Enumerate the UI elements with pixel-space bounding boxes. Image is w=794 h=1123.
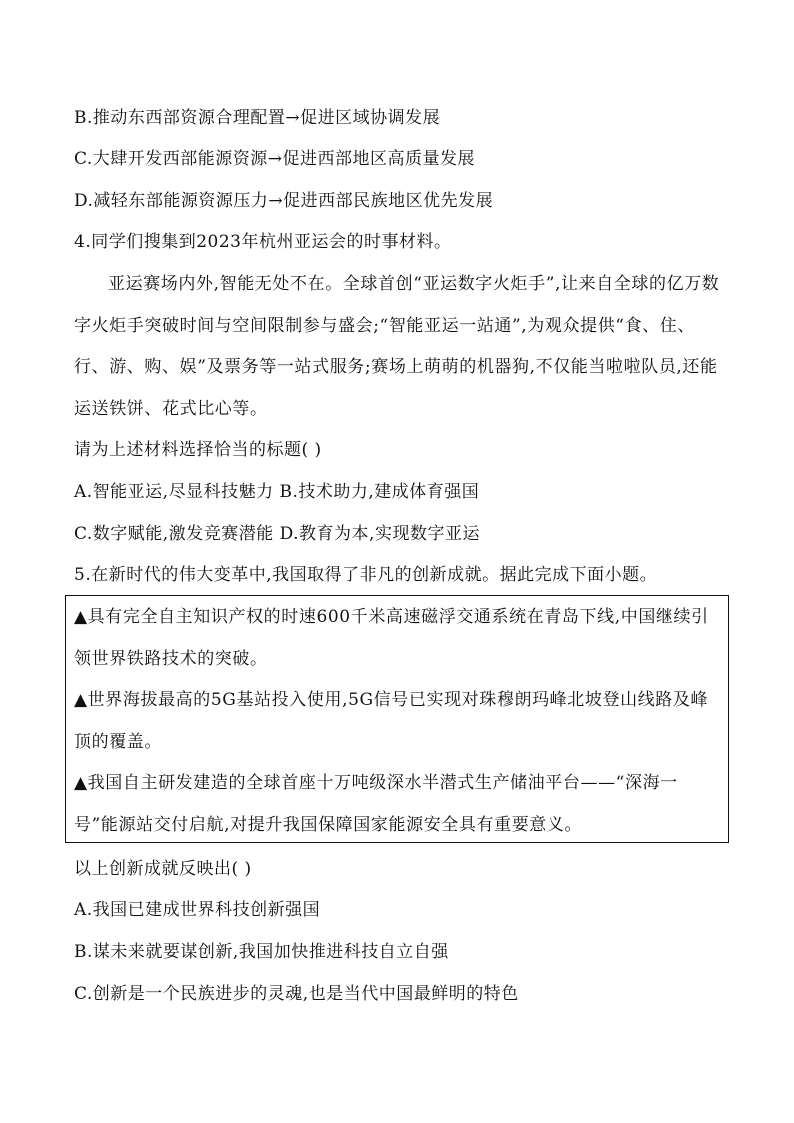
- q5-box-item-maglev: ▲具有完全自主知识产权的时速600千米高速磁浮交通系统在青岛下线,中国继续引领世界铁路技术的突破。: [74, 607, 709, 669]
- q5-question: 以上创新成就反映出( ): [74, 859, 252, 879]
- q5-option-c: C.创新是一个民族进步的灵魂,也是当代中国最鲜明的特色: [74, 984, 519, 1004]
- q4-options-cd: C.数字赋能,激发竞赛潜能 D.教育为本,实现数字亚运: [74, 524, 480, 544]
- q5-option-a: A.我国已建成世界科技创新强国: [74, 900, 321, 920]
- q4-options-ab: A.智能亚运,尽显科技魅力 B.技术助力,建成体育强国: [74, 482, 480, 502]
- q5-box-item-deep-sea: ▲我国自主研发建造的全球首座十万吨级深水半潜式生产储油平台——“深海一号”能源站交付启航,对提升我国保障国家能源安全具有重要意义。: [74, 773, 678, 835]
- q3-option-d: D.减轻东部能源资源压力→促进西部民族地区优先发展: [74, 191, 494, 211]
- q5-box-item-5g: ▲世界海拔最高的5G基站投入使用,5G信号已实现对珠穆朗玛峰北坡登山线路及峰顶的覆盖。: [74, 690, 709, 752]
- q3-option-c: C.大肆开发西部能源资源→促进西部地区高质量发展: [74, 149, 476, 169]
- q4-material: 亚运赛场内外,智能无处不在。全球首创“亚运数字火炬手”,让来自全球的亿万数字火炬手突破时间与空间限制参与盛会;“智能亚运一站通”,为观众提供“食、住、行、游、购、娱”及票务等一站式服务;赛场上萌萌的机器狗,不仅能当啦啦队员,还能运送铁饼、花式比心等。: [74, 274, 720, 419]
- q5-option-b: B.谋未来就要谋创新,我国加快推进科技自立自强: [74, 942, 449, 962]
- q5-material-box: [65, 595, 729, 843]
- q5-stem: 5.在新时代的伟大变革中,我国取得了非凡的创新成就。据此完成下面小题。: [74, 565, 658, 585]
- q3-option-b: B.推动东西部资源合理配置→促进区域协调发展: [74, 108, 441, 128]
- q4-stem: 4.同学们搜集到2023年杭州亚运会的时事材料。: [74, 232, 452, 252]
- q4-question: 请为上述材料选择恰当的标题( ): [74, 440, 322, 460]
